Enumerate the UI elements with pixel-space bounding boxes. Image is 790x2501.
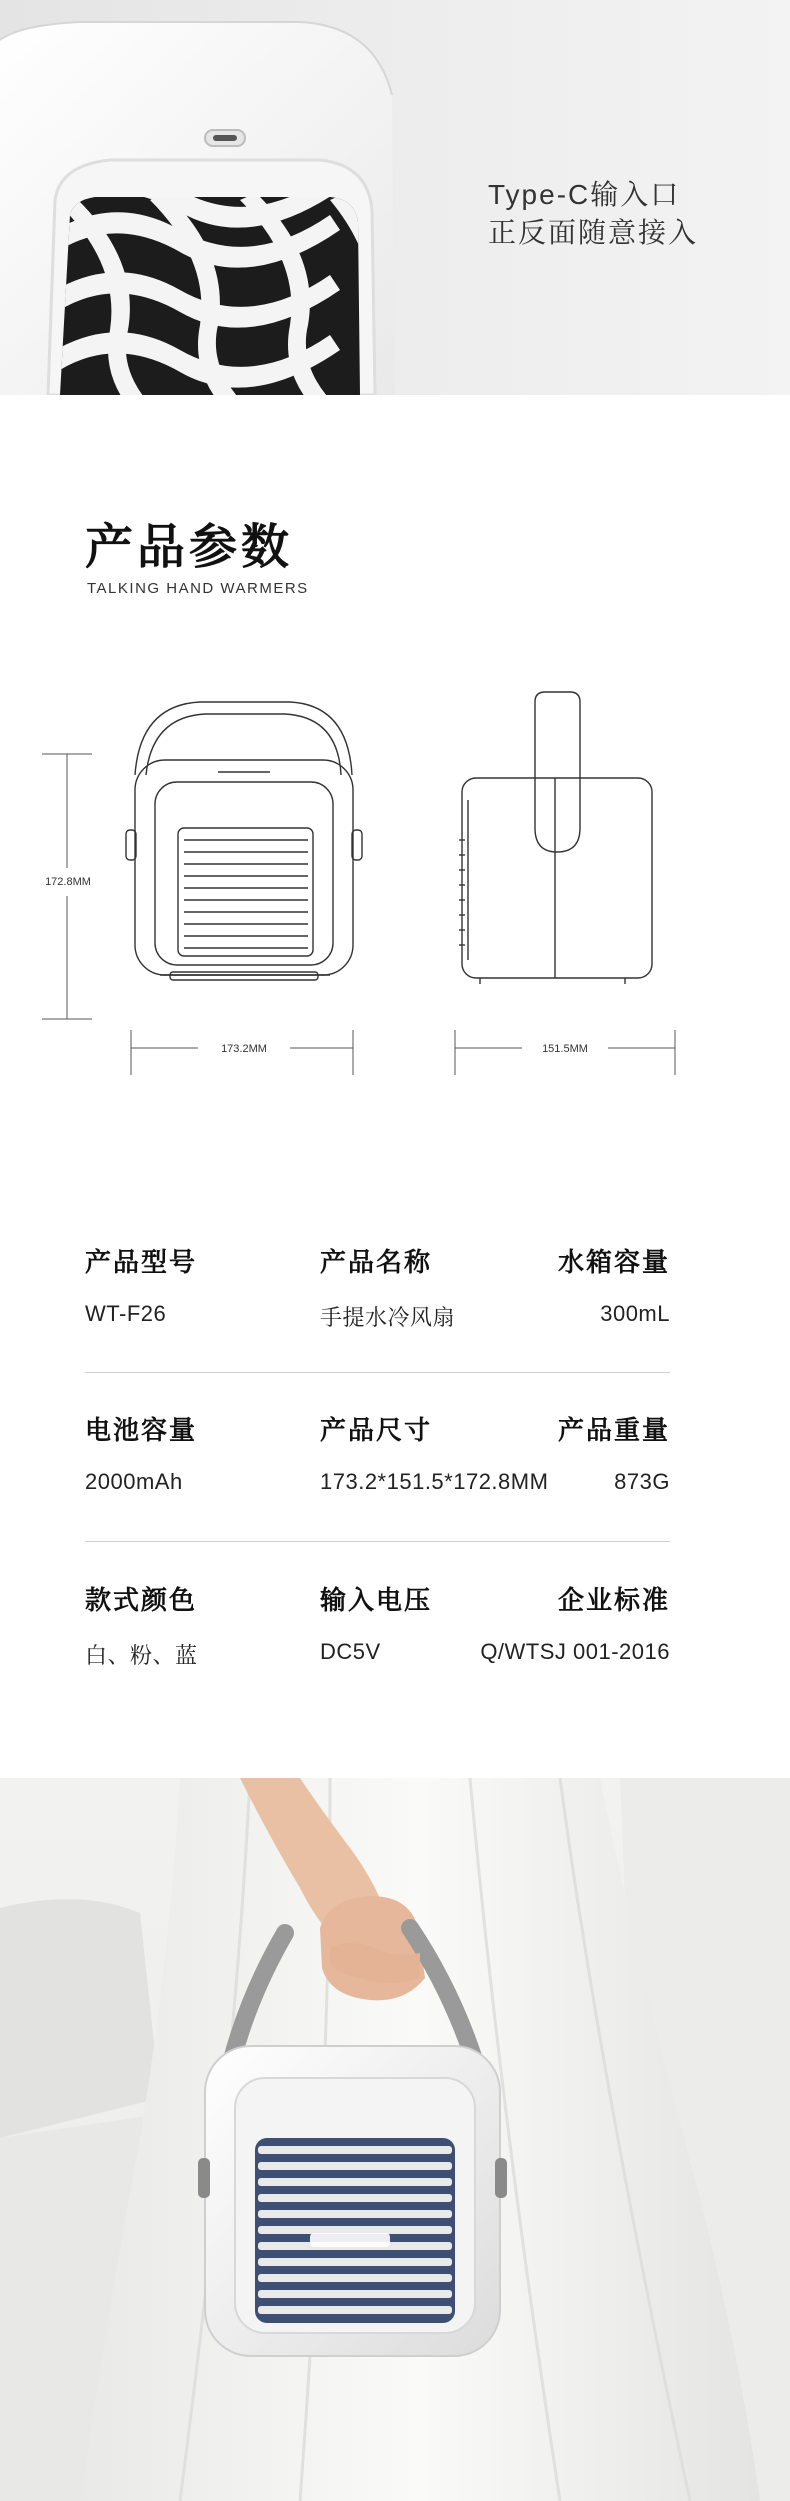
height-dimension-label: 172.8MM bbox=[45, 876, 91, 888]
spec-row-2 bbox=[85, 1410, 670, 1530]
spec-cell-size bbox=[320, 1410, 548, 1495]
spec-value: WT-F26 bbox=[85, 1301, 167, 1326]
typec-caption-line1: Type-C输入口 bbox=[488, 179, 681, 210]
typec-caption bbox=[488, 176, 698, 252]
hand-carrying-fan-illustration bbox=[0, 1778, 790, 2501]
params-subtitle: TALKING HAND WARMERS bbox=[87, 580, 309, 597]
spec-label: 产品重量 bbox=[557, 1415, 670, 1445]
spec-row-3 bbox=[85, 1580, 670, 1700]
spec-cell-battery bbox=[85, 1410, 197, 1495]
typec-banner bbox=[0, 0, 790, 395]
spec-cell-voltage bbox=[320, 1580, 432, 1665]
product-fan-photo bbox=[198, 2046, 507, 2356]
typec-port-photo bbox=[0, 0, 420, 395]
spec-divider bbox=[85, 1372, 670, 1373]
spec-label: 企业标准 bbox=[557, 1585, 670, 1615]
spec-value: DC5V bbox=[320, 1639, 381, 1664]
spec-label: 产品名称 bbox=[320, 1247, 433, 1277]
spec-value: 300mL bbox=[600, 1301, 670, 1326]
spec-label: 款式颜色 bbox=[85, 1585, 198, 1615]
spec-label: 输入电压 bbox=[320, 1585, 433, 1615]
spec-cell-name bbox=[320, 1242, 455, 1332]
spec-value: 白、粉、蓝 bbox=[85, 1643, 198, 1668]
spec-divider bbox=[85, 1541, 670, 1542]
spec-value: 手提水冷风扇 bbox=[320, 1305, 456, 1330]
spec-cell-colors bbox=[85, 1580, 198, 1670]
depth-dimension-label: 151.5MM bbox=[542, 1043, 588, 1055]
params-title: 产品参数 bbox=[85, 521, 294, 574]
spec-label: 产品型号 bbox=[85, 1247, 198, 1277]
typec-caption-line2: 正反面随意接入 bbox=[488, 217, 699, 248]
side-view-drawing bbox=[459, 692, 652, 984]
spec-label: 水箱容量 bbox=[557, 1247, 670, 1277]
spec-cell-standard bbox=[480, 1580, 670, 1665]
lifestyle-photo bbox=[0, 1778, 790, 2501]
spec-value: Q/WTSJ 001-2016 bbox=[480, 1639, 670, 1664]
spec-label: 电池容量 bbox=[85, 1415, 198, 1445]
spec-cell-weight bbox=[558, 1410, 670, 1495]
typec-port-icon bbox=[205, 130, 245, 146]
spec-row-1 bbox=[85, 1242, 670, 1362]
front-view-drawing bbox=[126, 702, 362, 980]
spec-label: 产品尺寸 bbox=[320, 1415, 433, 1445]
dimension-drawings bbox=[0, 680, 790, 1100]
spec-value: 2000mAh bbox=[85, 1469, 183, 1494]
spec-cell-tank bbox=[558, 1242, 670, 1327]
spec-cell-model bbox=[85, 1242, 197, 1327]
spec-value: 873G bbox=[614, 1469, 670, 1494]
width-dimension-label: 173.2MM bbox=[221, 1043, 267, 1055]
spec-value: 173.2*151.5*172.8MM bbox=[320, 1469, 549, 1494]
